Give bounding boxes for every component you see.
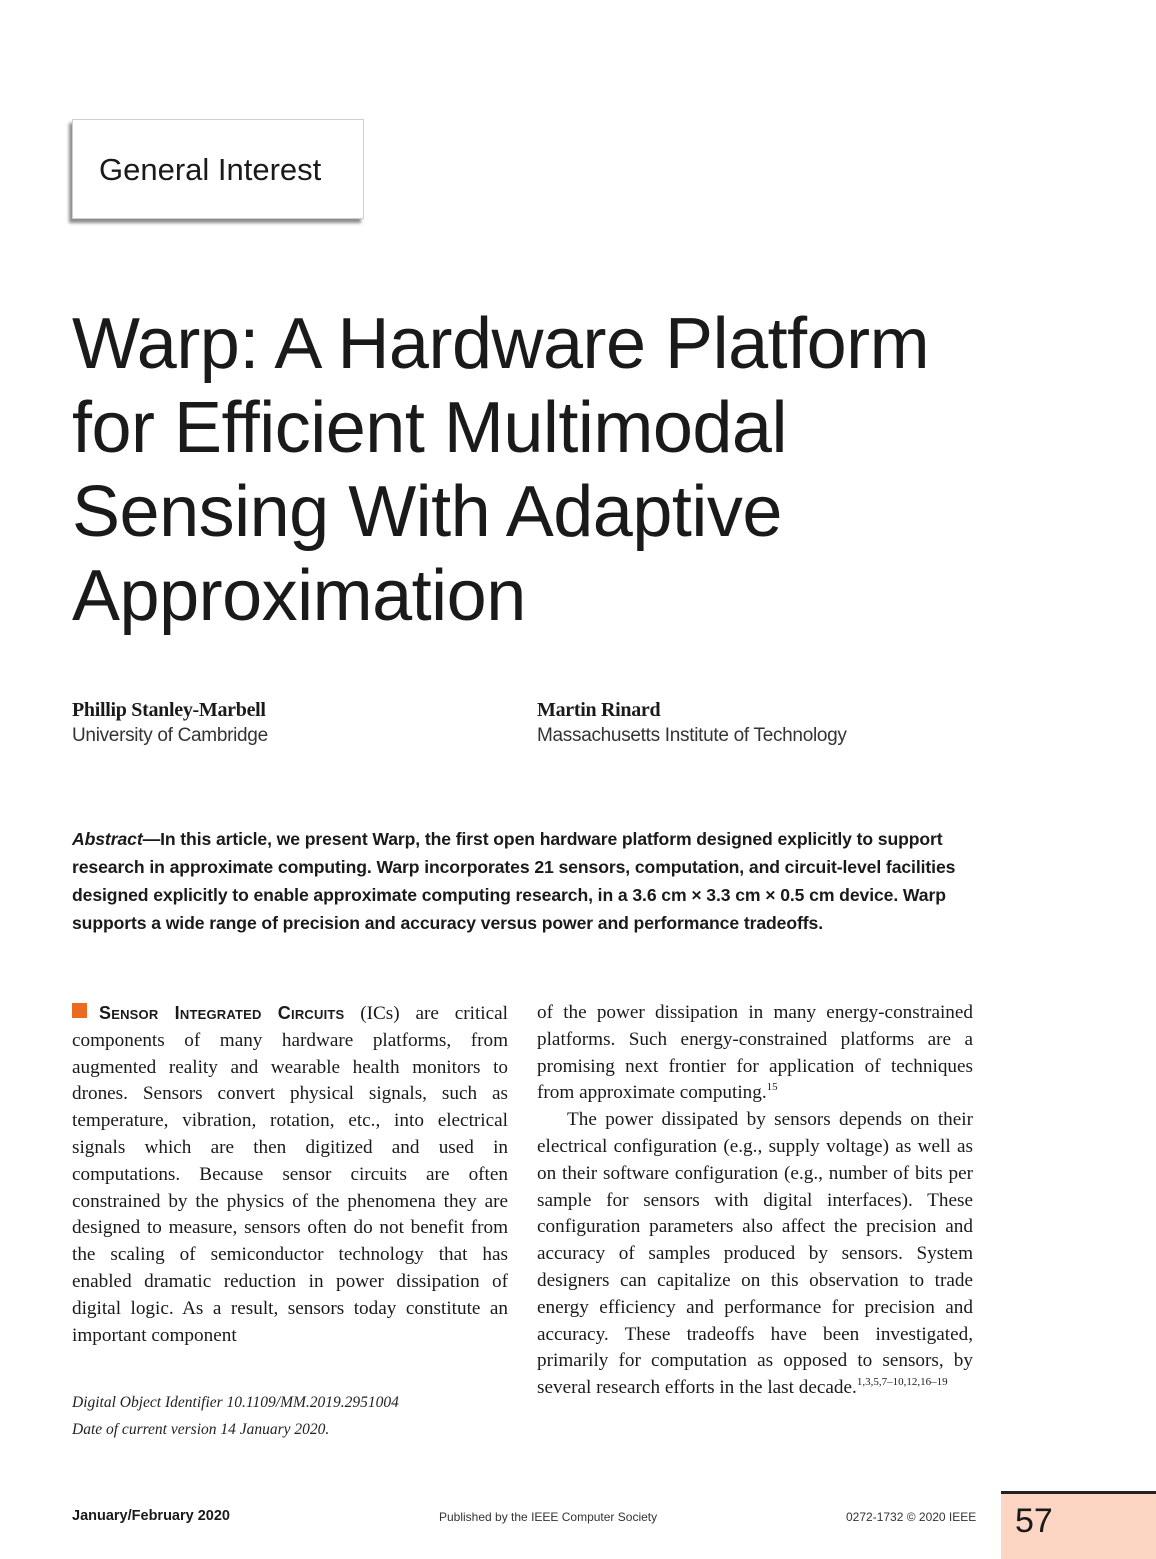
footer-issn: 0272-1732 © 2020 IEEE xyxy=(846,1510,977,1524)
footer-publisher: Published by the IEEE Computer Society xyxy=(439,1510,658,1524)
section-tag-label: General Interest xyxy=(99,152,322,187)
doi-block xyxy=(72,1389,399,1443)
body-column-2 xyxy=(537,1000,973,1402)
author-2 xyxy=(537,697,847,748)
author-affiliation: Massachusetts Institute of Technology xyxy=(537,725,847,746)
article-title: Warp: A Hardware Platform for Efficient Multimodal Sensing With Adaptive Approximation xyxy=(72,304,930,636)
paragraph-text: (ICs) are critical components of many hardware platforms, from augmented reality and wearable health monitors to drones. Sensors convert physical signals, such as temperature, vibration, rotation, etc., into electrical signals which are then digitized and used in computations. Because sensor circuits are often constrained by the physics of the phenomena they are designed to measure, sensors often do not benefit from the scaling of semiconductor technology that has enabled dramatic reduction in power dissipation of digital logic. As a result, sensors today constitute an important component xyxy=(72,1003,508,1346)
citation-ref: 15 xyxy=(766,1081,778,1094)
abstract xyxy=(72,825,975,937)
body-paragraph xyxy=(537,1000,973,1107)
author-affiliation: University of Cambridge xyxy=(72,725,268,746)
page-number: 57 xyxy=(1015,1502,1053,1540)
doi-line: Digital Object Identifier 10.1109/MM.2019.2951004 xyxy=(72,1394,399,1411)
paragraph-text: The power dissipated by sensors depends on their electrical configuration (e.g., supply voltage) as well as on their software configuration (e.g., number of bits per sample for sensors with digital interfaces). These configuration parameters also affect the precision and accuracy of samples produced by sensors. System designers can capitalize on this observation to trade energy efficiency and performance for precision and accuracy. These tradeoffs have been investigated, primarily for computation as opposed to sensors, by several research efforts in the last decade. xyxy=(537,1109,973,1399)
abstract-text: —In this article, we present Warp, the first open hardware platform designed explicitly to support research in approximate computing. Warp incorporates 21 sensors, computation, and circuit-level facilities designed explicitly to enable approximate computing research, in a 3.6 cm × 3.3 cm × 0.5 cm device. Warp supports a wide range of precision and accuracy versus power and performance tradeoffs. xyxy=(72,829,956,933)
body-paragraph xyxy=(537,1107,973,1402)
section-tag xyxy=(72,119,364,219)
abstract-lead: Abstract xyxy=(72,829,143,849)
lead-in-caps: Sensor Integrated Circuits xyxy=(99,1003,345,1023)
footer-issue: January/February 2020 xyxy=(72,1508,230,1524)
section-start-square-icon xyxy=(72,1003,87,1018)
paragraph-text: of the power dissipation in many energy-constrained platforms. Such energy-constrained platforms are a promising next frontier for application of techniques from approximate computing. xyxy=(537,1002,973,1104)
citation-ref: 1,3,5,7–10,12,16–19 xyxy=(856,1376,948,1389)
author-name: Martin Rinard xyxy=(537,699,661,721)
body-paragraph xyxy=(72,1000,508,1349)
version-line: Date of current version 14 January 2020. xyxy=(72,1421,330,1438)
author-1 xyxy=(72,697,268,748)
body-column-1 xyxy=(72,1000,508,1349)
page-number-box xyxy=(1001,1491,1156,1559)
author-name: Phillip Stanley-Marbell xyxy=(72,699,266,721)
